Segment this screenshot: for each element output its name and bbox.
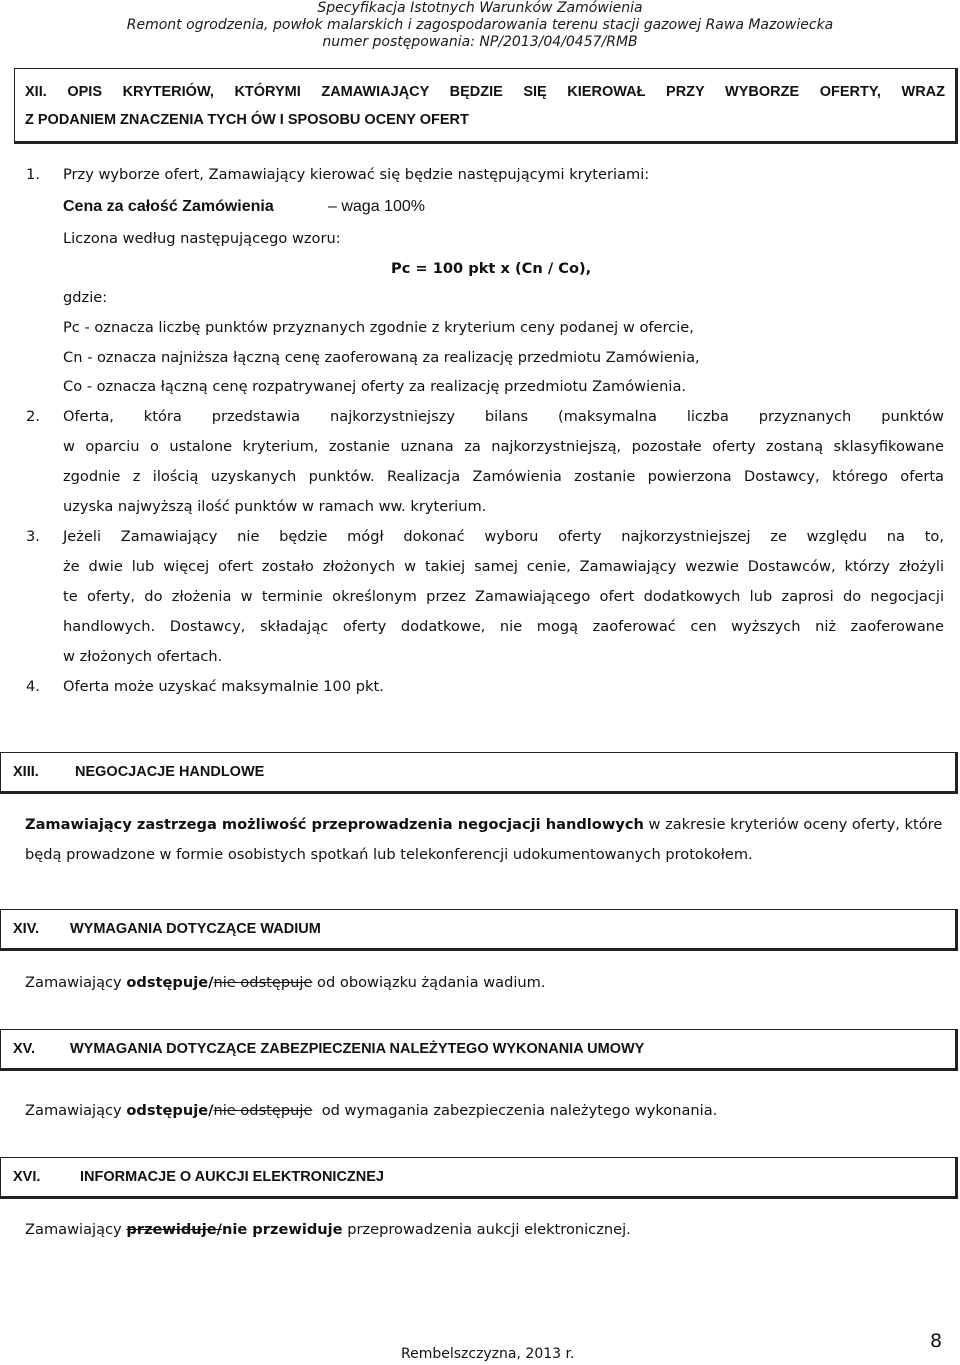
section-14-strike: nie odstępuje	[213, 974, 313, 991]
section-13-heading-box	[0, 752, 958, 794]
item-3-line3: te oferty, do złożenia w terminie określonym przez Zamawiającego ofert dodatkowych lub zaprosi do negocjacji	[63, 588, 944, 605]
section-15-pre: Zamawiający	[25, 1102, 127, 1119]
section-13-number: XIII.	[13, 764, 39, 780]
section-15-strike: nie odstępuje	[213, 1102, 313, 1119]
item-1-number: 1.	[26, 166, 40, 183]
section-16-bold: nie przewiduje	[221, 1221, 343, 1238]
page-number: 8	[930, 1330, 943, 1352]
item-2-line1: Oferta, która przedstawia najkorzystniejszy bilans (maksymalna liczba przyznanych punktów	[63, 408, 944, 425]
formula: Pc = 100 pkt x (Cn / Co),	[391, 260, 592, 277]
criterion-weight: – waga 100%	[328, 198, 425, 215]
item-1-text: Przy wyborze ofert, Zamawiający kierować się będzie następującymi kryteriami:	[63, 166, 650, 183]
doc-header-title: Specyfikacja Istotnych Warunków Zamówienia	[317, 0, 643, 16]
section-12-title-line1: XII. OPIS KRYTERIÓW, KTÓRYMI ZAMAWIAJĄCY BĘDZIE SIĘ KIEROWAŁ PRZY WYBORZE OFERTY, WRAZ	[25, 84, 945, 100]
item-2-line4: uzyska najwyższą ilość punktów w ramach ww. kryterium.	[63, 498, 487, 515]
section-15-number: XV.	[13, 1041, 36, 1057]
item-2-line3: zgodnie z ilością uzyskanych punktów. Realizacja Zamówienia zostanie powierzona Dostawcy, którego oferta	[63, 468, 944, 485]
section-15-post: od wymagania zabezpieczenia należytego wykonania.	[312, 1102, 718, 1119]
where-label: gdzie:	[63, 289, 108, 306]
item-2-number: 2.	[26, 408, 40, 425]
section-15-title: WYMAGANIA DOTYCZĄCE ZABEZPIECZENIA NALEŻYTEGO WYKONANIA UMOWY	[70, 1041, 645, 1057]
section-16-post: przeprowadzenia aukcji elektronicznej.	[342, 1221, 631, 1238]
section-15-text	[25, 1102, 717, 1119]
section-16-pre: Zamawiający	[25, 1221, 127, 1238]
definition-co: Co - oznacza łączną cenę rozpatrywanej oferty za realizację przedmiotu Zamówienia.	[63, 378, 687, 395]
section-14-text	[25, 974, 546, 991]
section-14-bold: odstępuje/	[126, 974, 214, 991]
section-13-rest-text: w zakresie kryteriów oceny oferty, które	[643, 816, 943, 833]
section-14-title: WYMAGANIA DOTYCZĄCE WADIUM	[70, 921, 321, 937]
definition-pc: Pc - oznacza liczbę punktów przyznanych zgodnie z kryterium ceny podanej w ofercie,	[63, 319, 694, 336]
section-14-number: XIV.	[13, 921, 40, 937]
section-16-title: INFORMACJE O AUKCJI ELEKTRONICZNEJ	[80, 1169, 384, 1185]
item-3-number: 3.	[26, 528, 40, 545]
item-3-line2: że dwie lub więcej ofert zostało złożonych w takiej samej cenie, Zamawiający wezwie Dostawców, którzy złożyli	[63, 558, 944, 575]
section-15-bold: odstępuje/	[126, 1102, 214, 1119]
section-14-post: od obowiązku żądania wadium.	[312, 974, 546, 991]
doc-header-subject: Remont ogrodzenia, powłok malarskich i zagospodarowania terenu stacji gazowej Rawa Mazowiecka	[126, 17, 834, 33]
section-13-line1	[25, 816, 942, 833]
section-13-line2: będą prowadzone w formie osobistych spotkań lub telekonferencji udokumentowanych protokołem.	[25, 846, 753, 863]
section-14-pre: Zamawiający	[25, 974, 127, 991]
item-2-line2: w oparciu o ustalone kryterium, zostanie uznana za najkorzystniejszą, pozostałe oferty zostaną sklasyfikowane	[63, 438, 944, 455]
item-4-number: 4.	[26, 678, 40, 695]
section-16-number: XVI.	[13, 1169, 41, 1185]
section-14-heading-box	[0, 909, 958, 951]
section-12-heading-box	[14, 68, 958, 144]
item-4-text: Oferta może uzyskać maksymalnie 100 pkt.	[63, 678, 384, 695]
section-16-text	[25, 1221, 631, 1238]
section-16-strike: przewiduje/	[126, 1221, 222, 1238]
section-13-bold-text: Zamawiający zastrzega możliwość przeprowadzenia negocjacji handlowych	[25, 816, 644, 833]
doc-header-number: numer postępowania: NP/2013/04/0457/RMB	[322, 34, 638, 50]
footer-place-date: Rembelszczyzna, 2013 r.	[401, 1346, 575, 1362]
section-12-title-line2: Z PODANIEM ZNACZENIA TYCH ÓW I SPOSOBU OCENY OFERT	[25, 112, 469, 128]
item-3-line5: w złożonych ofertach.	[63, 648, 223, 665]
item-3-line1: Jeżeli Zamawiający nie będzie mógł dokonać wyboru oferty najkorzystniejszej ze względu na to,	[63, 528, 944, 545]
section-16-heading-box	[0, 1157, 958, 1199]
item-3-line4: handlowych. Dostawcy, składając oferty dodatkowe, nie mogą zaoferować cen wyższych niż zaoferowane	[63, 618, 944, 635]
section-13-title: NEGOCJACJE HANDLOWE	[75, 764, 265, 780]
criterion-name: Cena za całość Zamówienia	[63, 198, 274, 215]
definition-cn: Cn - oznacza najniższa łączną cenę zaoferowaną za realizację przedmiotu Zamówienia,	[63, 349, 700, 366]
section-15-heading-box	[0, 1029, 958, 1071]
formula-intro: Liczona według następującego wzoru:	[63, 230, 341, 247]
